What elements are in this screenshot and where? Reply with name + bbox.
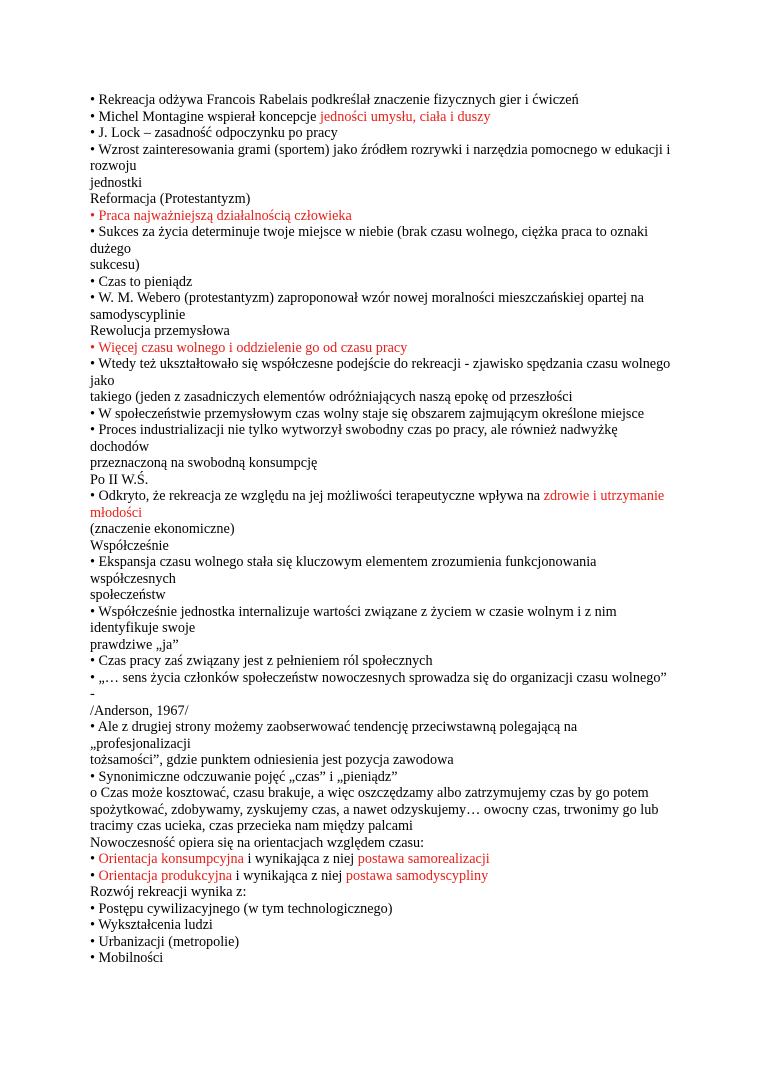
body-text: Współcześnie xyxy=(90,537,169,554)
text-line xyxy=(90,587,680,604)
body-text: • Ale z drugiej strony możemy zaobserwować tendencję przeciwstawną polegającą na xyxy=(90,719,578,735)
text-line xyxy=(90,620,680,637)
text-line xyxy=(90,917,680,934)
body-text: Rozwój rekreacji wynika z: xyxy=(90,884,247,900)
highlighted-text: Orientacja konsumpcyjna xyxy=(98,851,244,867)
text-line xyxy=(90,554,680,571)
text-line xyxy=(90,868,680,885)
body-text: takiego (jeden z zasadniczych elementów odróżniających naszą epokę od przeszłości xyxy=(90,389,573,405)
text-line xyxy=(90,752,680,769)
text-line xyxy=(90,571,680,588)
text-line xyxy=(90,274,680,291)
text-line xyxy=(90,455,680,472)
text-line xyxy=(90,818,680,835)
body-text: i wynikająca z niej xyxy=(232,867,346,884)
text-line xyxy=(90,637,680,654)
body-text: • Wtedy też ukształtowało się współczesne podejście do rekreacji - zjawisko spędzania czasu wolnego xyxy=(90,356,671,372)
body-text: dużego xyxy=(90,240,131,257)
body-text: • xyxy=(90,867,99,884)
text-line xyxy=(90,719,680,736)
body-text: „profesjonalizacji xyxy=(90,735,191,752)
body-text: przeznaczoną na swobodną konsumpcję xyxy=(90,455,318,471)
text-line xyxy=(90,538,680,555)
text-line xyxy=(90,439,680,456)
text-line xyxy=(90,653,680,670)
text-line xyxy=(90,901,680,918)
text-line xyxy=(90,109,680,126)
body-text: Po II W.Ś. xyxy=(90,471,149,488)
text-line xyxy=(90,406,680,423)
text-line xyxy=(90,340,680,357)
highlighted-text: jedności umysłu, ciała i duszy xyxy=(319,108,491,125)
text-line xyxy=(90,323,680,340)
body-text: współczesnych xyxy=(90,570,176,587)
text-line xyxy=(90,505,680,522)
text-line xyxy=(90,191,680,208)
body-text: • Czas pracy zaś związany jest z pełnieniem ról społecznych xyxy=(90,653,433,669)
body-text: sukcesu) xyxy=(90,257,140,273)
body-text: • Mobilności xyxy=(90,950,164,966)
text-line xyxy=(90,521,680,538)
body-text: • xyxy=(90,851,99,867)
body-text: • Sukces za życia determinuje twoje miejsce w niebie (brak czasu wolnego, ciężka praca to oznaki xyxy=(90,224,649,240)
body-text: • Odkryto, że rekreacja ze względu na jej możliwości terapeutyczne wpływa na xyxy=(90,488,544,504)
body-text: • Ekspansja czasu wolnego stała się kluczowym elementem zrozumienia funkcjonowania xyxy=(90,554,597,570)
body-text: prawdziwe „ja” xyxy=(90,636,179,653)
body-text: Nowoczesność opiera się na orientacjach względem czasu: xyxy=(90,834,425,851)
body-text: Reformacja (Protestantyzm) xyxy=(90,191,251,207)
text-line xyxy=(90,175,680,192)
text-line xyxy=(90,373,680,390)
body-text: rozwoju xyxy=(90,158,137,174)
body-text: Rewolucja przemysłowa xyxy=(90,323,230,339)
text-line xyxy=(90,769,680,786)
highlighted-text: • Praca najważniejszą działalnością człowieka xyxy=(90,207,352,224)
text-line xyxy=(90,92,680,109)
body-text: /Anderson, 1967/ xyxy=(90,702,189,719)
body-text: • Postępu cywilizacyjnego (w tym technologicznego) xyxy=(90,900,393,917)
body-text: jednostki xyxy=(90,174,143,191)
text-line xyxy=(90,142,680,159)
body-text: • Rekreacja odżywa Francois Rabelais podkreślał znaczenie fizycznych gier i ćwiczeń xyxy=(90,92,579,108)
text-line xyxy=(90,785,680,802)
text-line xyxy=(90,158,680,175)
body-text: • W. M. Webero (protestantyzm) zaproponował wzór nowej moralności mieszczańskiej opartej na xyxy=(90,290,644,306)
body-text: jako xyxy=(90,372,115,389)
text-line xyxy=(90,257,680,274)
body-text: • Urbanizacji (metropolie) xyxy=(90,933,240,950)
body-text: • Proces industrializacji nie tylko wytworzył swobodny czas po pracy, ale również nadwyżkę xyxy=(90,422,618,438)
body-text: • Współcześnie jednostka internalizuje wartości związane z życiem w czasie wolnym i z nim xyxy=(90,603,617,620)
text-line xyxy=(90,802,680,819)
body-text: dochodów xyxy=(90,438,150,455)
text-line xyxy=(90,884,680,901)
text-line xyxy=(90,356,680,373)
text-line xyxy=(90,950,680,967)
text-line xyxy=(90,736,680,753)
text-line xyxy=(90,290,680,307)
text-line xyxy=(90,703,680,720)
body-text: • Synonimiczne odczuwanie pojęć „czas” i „pieniądz” xyxy=(90,768,398,785)
body-text: i wynikająca z niej xyxy=(243,851,358,867)
text-line xyxy=(90,389,680,406)
text-line xyxy=(90,307,680,324)
body-text: tożsamości”, gdzie punktem odniesienia jest pozycja zawodowa xyxy=(90,752,454,768)
text-line xyxy=(90,224,680,241)
body-text: tracimy czas ucieka, czas przecieka nam między palcami xyxy=(90,818,413,834)
text-line xyxy=(90,851,680,868)
text-line xyxy=(90,835,680,852)
highlighted-text: postawa samorealizacji xyxy=(357,851,490,867)
highlighted-text: zdrowie i utrzymanie xyxy=(543,488,665,504)
text-line xyxy=(90,670,680,687)
text-line xyxy=(90,208,680,225)
body-text: • Wykształcenia ludzi xyxy=(90,917,213,933)
document-page xyxy=(90,92,680,967)
text-line xyxy=(90,125,680,142)
text-line xyxy=(90,472,680,489)
body-text: spożytkować, zdobywamy, zyskujemy czas, a nawet odzyskujemy… owocny czas, trwonimy go lub xyxy=(90,801,659,818)
body-text: społeczeństw xyxy=(90,587,166,603)
highlighted-text: postawa samodyscypliny xyxy=(345,867,489,884)
highlighted-text: Orientacja produkcyjna xyxy=(98,867,233,884)
body-text: (znaczenie ekonomiczne) xyxy=(90,521,235,537)
body-text: • J. Lock – zasadność odpoczynku po pracy xyxy=(90,125,338,141)
text-line xyxy=(90,422,680,439)
body-text: samodyscyplinie xyxy=(90,306,186,323)
text-line xyxy=(90,934,680,951)
body-text: • W społeczeństwie przemysłowym czas wolny staje się obszarem zajmującym określone miejsce xyxy=(90,405,645,422)
highlighted-text: • Więcej czasu wolnego i oddzielenie go od czasu pracy xyxy=(90,339,408,356)
body-text: • „… sens życia członków społeczeństw nowoczesnych sprowadza się do organizacji czasu wolnego” xyxy=(90,669,667,686)
highlighted-text: młodości xyxy=(90,504,143,521)
body-text: • Michel Montagine wspierał koncepcje xyxy=(90,108,320,125)
text-line xyxy=(90,488,680,505)
body-text: - xyxy=(90,686,95,702)
text-line xyxy=(90,686,680,703)
body-text: identyfikuje swoje xyxy=(90,620,196,636)
body-text: • Wzrost zainteresowania grami (sportem) jako źródłem rozrywki i narzędzia pomocnego w edukacji i xyxy=(90,141,671,158)
text-line xyxy=(90,604,680,621)
text-line xyxy=(90,241,680,258)
body-text: • Czas to pieniądz xyxy=(90,273,193,290)
body-text: o Czas może kosztować, czasu brakuje, a więc oszczędzamy albo zatrzymujemy czas by go potem xyxy=(90,785,649,801)
